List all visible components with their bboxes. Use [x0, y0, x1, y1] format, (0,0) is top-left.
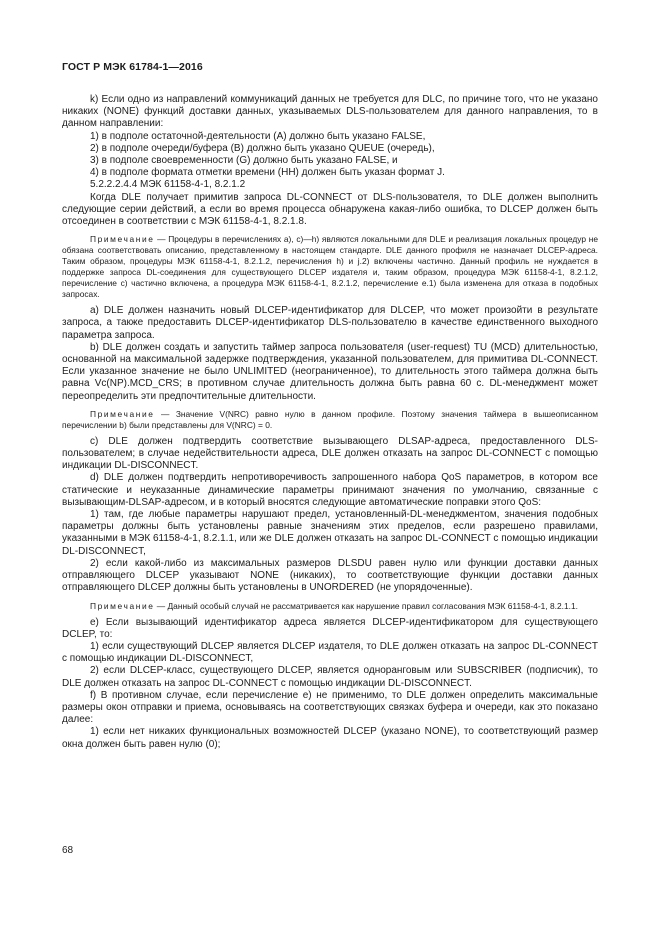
list-item: 1) если существующий DLCEP является DLCEP издателя, то DLE должен отказать на запрос DL-CONNECT с помощью индикации DL-DISCONNECT, — [62, 640, 598, 665]
list-item: 1) если нет никаких функциональных возможностей DLCEP (указано NONE), то соответствующий размер окна должен быть равен нулю (0); — [62, 726, 598, 750]
list-item: 2) если DLCEP-класс, существующего DLCEP, является одноранговым или SUBSCRIBER (подписчик), то DLE должен отказать на запрос DL-CONNECT с помощью индикации DL-DISCONNECT. — [62, 665, 598, 689]
paragraph-a: a) DLE должен назначить новый DLCEP-идентификатор для DLCEP, что может произойти в результате запроса, а также предоставить DLCEP-идентификатор DLS-пользователю в качестве единственного выходного параметра запроса. — [62, 305, 598, 341]
note-label: Примечание — [90, 600, 155, 611]
section-heading: 5.2.2.2.4.4 МЭК 61158-4-1, 8.2.1.2 — [90, 179, 246, 191]
note-label: Примечание — [90, 234, 155, 245]
list-item: 4) в подполе формата отметки времени (HH) должен быть указан формат J. — [90, 167, 445, 179]
list-item: 3) в подполе своевременности (G) должно быть указано FALSE, и — [90, 155, 398, 167]
list-item: 1) в подполе остаточной-деятельности (A) должно быть указано FALSE, — [90, 130, 426, 142]
note-text: — Данный особый случай не рассматривается как нарушение правил согласования МЭК 61158-4-1, 8.2.1.1. — [154, 600, 578, 611]
document-body — [62, 94, 598, 751]
paragraph-d: d) DLE должен подтвердить непротиворечивость запрошенного набора QoS параметров, в котором все статические и неуказанные динамические параметры принимают значения по умолчанию, связанные с вызывающим-DLSAP-адресом, и в который вносятся следующие автоматические поправки этого QoS: — [62, 472, 598, 508]
paragraph-f: f) В противном случае, если перечисление e) не применимо, то DLE должен определить максимальные размеры окон отправки и приема, основываясь на соответствующих связках буфера и очереди, как это показано далее: — [62, 689, 598, 726]
note — [62, 409, 598, 431]
paragraph-b: b) DLE должен создать и запустить таймер запроса пользователя (user-request) TU (MCD) длительностью, основанной на максимальной задержке подтверждения, указанной пользователем, для примитива DL-CONNECT. Если указанное значение не было UNLIMITED (неограниченное), то длительность этого таймера должна быть равна Vc(NP).MCD_CRS; в противном случае длительность должна быть равна 60 с. DL-менеджмент может переопределить эти предпочтительные длительности. — [62, 341, 598, 402]
list-item: 2) если какой-либо из максимальных размеров DLSDU равен нулю или функции доставки данных отправляющего DLCEP указывают NONE (никаких), то соответствующие функции доставки данных отправляющего DLCEP должны быть установлены в UNORDERED (не упорядоченные). — [62, 557, 598, 594]
list-item: 1) там, где любые параметры нарушают предел, установленный-DL-менеджментом, значения подобных параметры должны быть установлены равные значениям этих пределов, если разрешено правилами, указанными в МЭК 61158-4-1, 8.2.1.1, или же DLE должен отказать на запрос DL-CONNECT с помощью индикации DL-DISCONNECT, — [62, 509, 598, 557]
paragraph-c: c) DLE должен подтвердить соответствие вызывающего DLSAP-адреса, предоставленного DLS-пользователем; в случае недействительности адреса, DLE должен отказать на запрос DL-CONNECT с помощью индикации DL-DISCONNECT. — [62, 435, 598, 472]
note-text: — Процедуры в перечислениях a), c)—h) являются локальными для DLE и реализация локальных процедур не обязана соответствовать описанию, представленному в настоящем стандарте. DLE данного профиля не назначает DLCEP-адреса. Таким образом, процедуры МЭК 61158-4-1, 8.2.1.2, перечисления h) и j.2) включены частично. Данный профиль не нуждается в поддержке запроса DL-соединения для существующего DLCEP издателя и, таким образом, процедура МЭК 61158-4-1, 8.2.1.2, перечисление c) частично включена, а процедура МЭК 61158-4-1, 8.2.1.2, перечисление e.1) была изменена для отказа в подобных запросах. — [62, 234, 598, 300]
paragraph-e: e) Если вызывающий идентификатор адреса является DLCEP-идентификатором для существующего DCLEP, то: — [62, 616, 598, 640]
list-item: 2) в подполе очереди/буфера (B) должно быть указано QUEUE (очередь), — [90, 142, 435, 154]
note-text: — Значение V(NRC) равно нулю в данном профиле. Поэтому значения таймера в вышеописанном перечислении b) были представлены для V(NRC) = 0. — [62, 408, 598, 430]
paragraph: Когда DLE получает примитив запроса DL-CONNECT от DLS-пользователя, то DLE должен выполнить следующие серии действий, а если во время процесса обнаружена какая-либо ошибка, то DLCEP должен быть отсоединен в соответствии с МЭК 61158-4-1, 8.2.1.8. — [62, 191, 599, 228]
document-header: ГОСТ Р МЭК 61784-1—2016 — [62, 61, 203, 73]
paragraph-k: k) Если одно из направлений коммуникаций данных не требуется для DLC, по причине того, что не указано никаких (NONE) функций доставки данных, указываемых DLS-пользователем для данного направления, то в данном направлении: — [62, 94, 598, 130]
note — [62, 601, 598, 612]
note — [62, 234, 598, 300]
page-number: 68 — [62, 845, 74, 856]
note-label: Примечание — [90, 408, 155, 419]
